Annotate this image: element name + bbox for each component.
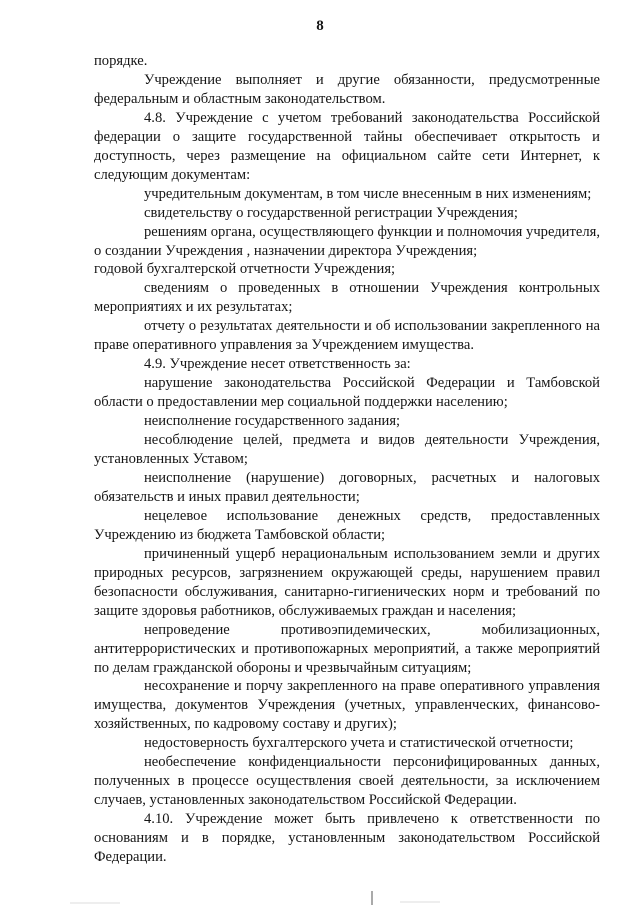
- list-item: неисполнение государственного задания;: [144, 413, 401, 430]
- paragraph: порядке.: [94, 53, 148, 69]
- list-item: нарушение законодательства Российской Федерации и Тамбовской области о предоставлении мер социальной поддержки населению;: [94, 375, 600, 411]
- list-item: нецелевое использование денежных средств, предоставленных Учреждению из бюджета Тамбовской области;: [94, 507, 600, 543]
- list-item: свидетельству о государственной регистрации Учреждения;: [144, 204, 518, 221]
- list-item: необеспечение конфиденциальности персонифицированных данных, полученных в процессе осуществления своей деятельности, за исключением случаев, установленных законодательством Российской Федерации.: [94, 754, 600, 809]
- list-item: недостоверность бухгалтерского учета и статистической отчетности;: [144, 735, 574, 752]
- list-item: непроведение противоэпидемических, мобилизационных, антитеррористических и противопожарных мероприятий, а также мероприятий по делам гражданской обороны и чрезвычайным ситуациям;: [94, 621, 600, 676]
- section-4-9: 4.9. Учреждение несет ответственность за:: [144, 356, 411, 373]
- list-item: решениям органа, осуществляющего функции и полномочия учредителя, о создании Учреждения , назначении директора Учреждения;: [94, 223, 600, 259]
- list-item: отчету о результатах деятельности и об использовании закрепленного на праве оперативного управления за Учреждением имущества.: [94, 318, 600, 354]
- paragraph: Учреждение выполняет и другие обязанности, предусмотренные федеральным и областным законодательством.: [94, 71, 600, 107]
- section-4-10: 4.10. Учреждение может быть привлечено к ответственности по основаниям и в порядке, установленным законодательством Российской Федерации.: [94, 811, 600, 866]
- list-item: причиненный ущерб нерациональным использованием земли и других природных ресурсов, загрязнением окружающей среды, нарушением правил безопасности обслуживания, санитарно-гигиенических норм и требований по защите здоровья работников, обслуживаемых граждан и населения;: [94, 545, 600, 619]
- list-item: неисполнение (нарушение) договорных, расчетных и налоговых обязательств и иных правил деятельности;: [94, 469, 600, 505]
- list-item: сведениям о проведенных в отношении Учреждения контрольных мероприятиях и их результатах;: [94, 280, 600, 316]
- list-item: несохранение и порчу закрепленного на праве оперативного управления имущества, документов Учреждения (учетных, управленческих, финансово-хозяйственных, по кадровому составу и других);: [94, 678, 600, 733]
- list-item: несоблюдение целей, предмета и видов деятельности Учреждения, установленных Уставом;: [94, 432, 600, 468]
- scan-edge-marks: [0, 885, 640, 905]
- section-4-8: 4.8. Учреждение с учетом требований законодательства Российской федерации о защите государственной тайны обеспечивает открытость и доступность, через размещение на официальном сайте сети Интернет, к следующим документам:: [94, 109, 600, 183]
- page-number: 8: [316, 18, 324, 34]
- list-item: годовой бухгалтерской отчетности Учреждения;: [94, 261, 396, 278]
- list-item: учредительным документам, в том числе внесенным в них изменениям;: [144, 185, 592, 202]
- document-body: [94, 52, 600, 867]
